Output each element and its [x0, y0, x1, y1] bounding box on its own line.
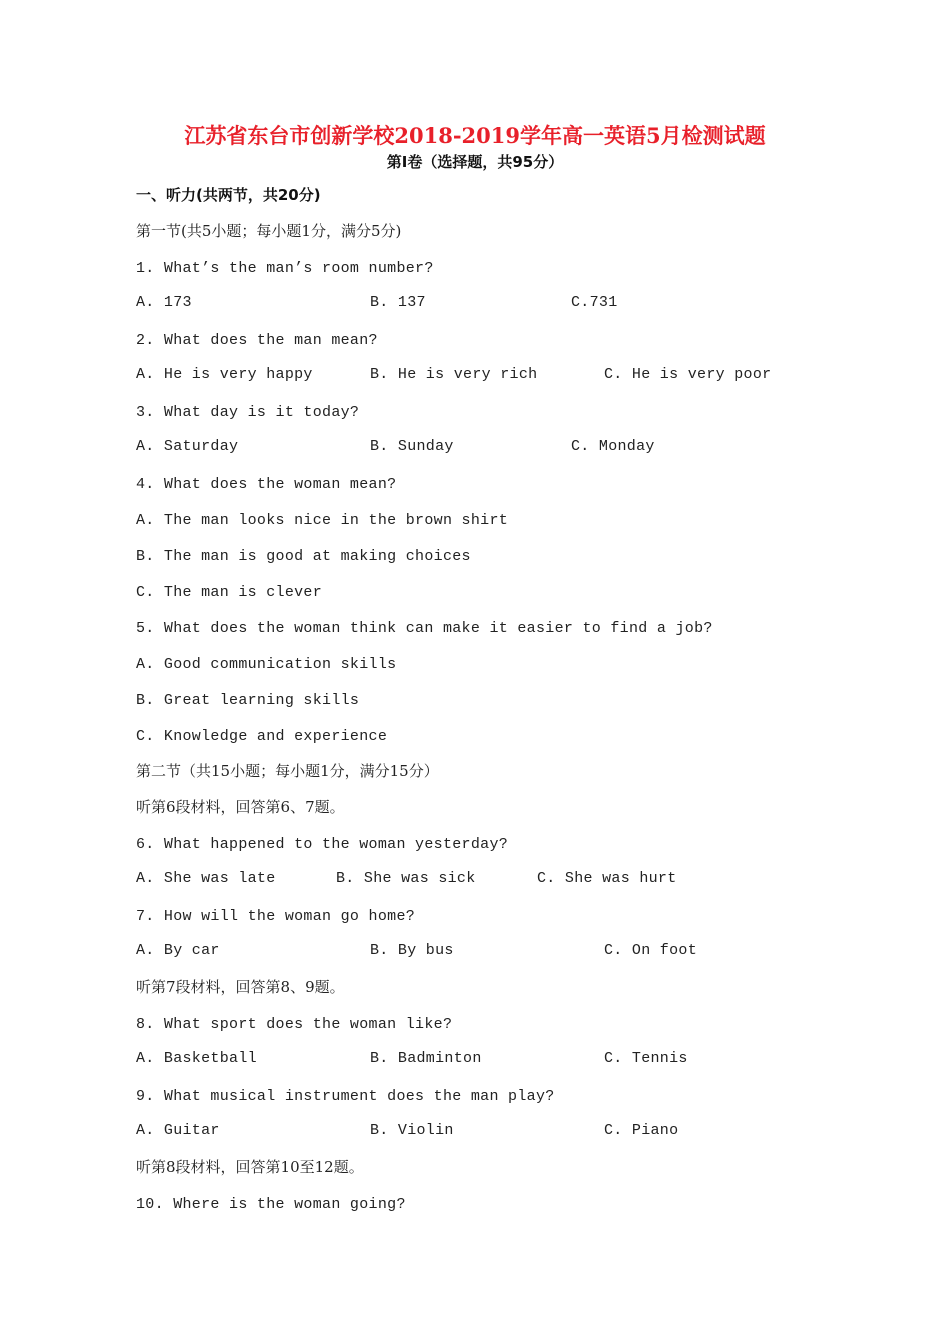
section-heading-listening: 一、听力(共两节，共20分)	[136, 186, 321, 204]
question-text: 8. What sport does the woman like?	[136, 1016, 453, 1033]
option-c: C. He is very poor	[604, 366, 772, 383]
question-text: 4. What does the woman mean?	[136, 476, 397, 493]
option-c: C. On foot	[604, 942, 698, 959]
option-b: B. She was sick	[336, 870, 476, 887]
part2-heading: 第二节（共15小题；每小题1分，满分15分）	[136, 762, 439, 780]
option-4c: C. The man is clever	[136, 584, 323, 601]
question-text: 5. What does the woman think can make it easier to find a job?	[136, 620, 713, 637]
option-b: B. He is very rich	[370, 366, 538, 383]
document-title: 江苏省东台市创新学校2018-2019学年高一英语5月检测试题	[184, 123, 766, 148]
question-text: 10. Where is the woman going?	[136, 1196, 406, 1213]
option-a: A. Guitar	[136, 1122, 220, 1139]
question-7	[136, 904, 856, 940]
question-2	[136, 328, 856, 364]
question-text: 6. What happened to the woman yesterday?	[136, 836, 509, 853]
option-b: B. 137	[370, 294, 426, 311]
options-6	[136, 868, 856, 904]
question-text: 1. What’s the man’s room number?	[136, 260, 434, 277]
option-a: A. 173	[136, 294, 192, 311]
options-7	[136, 940, 856, 976]
option-5c: C. Knowledge and experience	[136, 728, 388, 745]
instruction-8-9: 听第7段材料，回答第8、9题。	[136, 978, 345, 996]
options-3	[136, 436, 856, 472]
option-c: C. Tennis	[604, 1050, 688, 1067]
option-c: C. Piano	[604, 1122, 679, 1139]
instruction-6-7: 听第6段材料，回答第6、7题。	[136, 798, 345, 816]
instruction-10-12: 听第8段材料，回答第10至12题。	[136, 1158, 364, 1176]
option-a: A. He is very happy	[136, 366, 313, 383]
question-4	[136, 472, 856, 508]
option-a: A. By car	[136, 942, 220, 959]
option-5a: A. Good communication skills	[136, 656, 397, 673]
question-text: 2. What does the man mean?	[136, 332, 378, 349]
options-8	[136, 1048, 856, 1084]
option-4b: B. The man is good at making choices	[136, 548, 471, 565]
options-1	[136, 292, 856, 328]
options-2	[136, 364, 856, 400]
options-9	[136, 1120, 856, 1156]
question-list	[136, 220, 856, 1228]
option-c: C. She was hurt	[537, 870, 677, 887]
part1-heading: 第一节(共5小题；每小题1分，满分5分)	[136, 222, 402, 240]
option-b: B. Violin	[370, 1122, 454, 1139]
option-5b: B. Great learning skills	[136, 692, 360, 709]
option-b: B. By bus	[370, 942, 454, 959]
question-text: 7. How will the woman go home?	[136, 908, 416, 925]
question-5	[136, 616, 856, 652]
volume-subtitle: 第I卷（选择题，共95分）	[386, 153, 564, 171]
option-4a: A. The man looks nice in the brown shirt	[136, 512, 509, 529]
option-b: B. Badminton	[370, 1050, 482, 1067]
option-a: A. Basketball	[136, 1050, 257, 1067]
question-1	[136, 256, 856, 292]
question-text: 9. What musical instrument does the man play?	[136, 1088, 555, 1105]
question-10	[136, 1192, 856, 1228]
option-c: C.731	[571, 294, 618, 311]
option-c: C. Monday	[571, 438, 655, 455]
question-8	[136, 1012, 856, 1048]
question-6	[136, 832, 856, 868]
question-text: 3. What day is it today?	[136, 404, 360, 421]
option-a: A. Saturday	[136, 438, 239, 455]
option-a: A. She was late	[136, 870, 276, 887]
option-b: B. Sunday	[370, 438, 454, 455]
question-3	[136, 400, 856, 436]
question-9	[136, 1084, 856, 1120]
